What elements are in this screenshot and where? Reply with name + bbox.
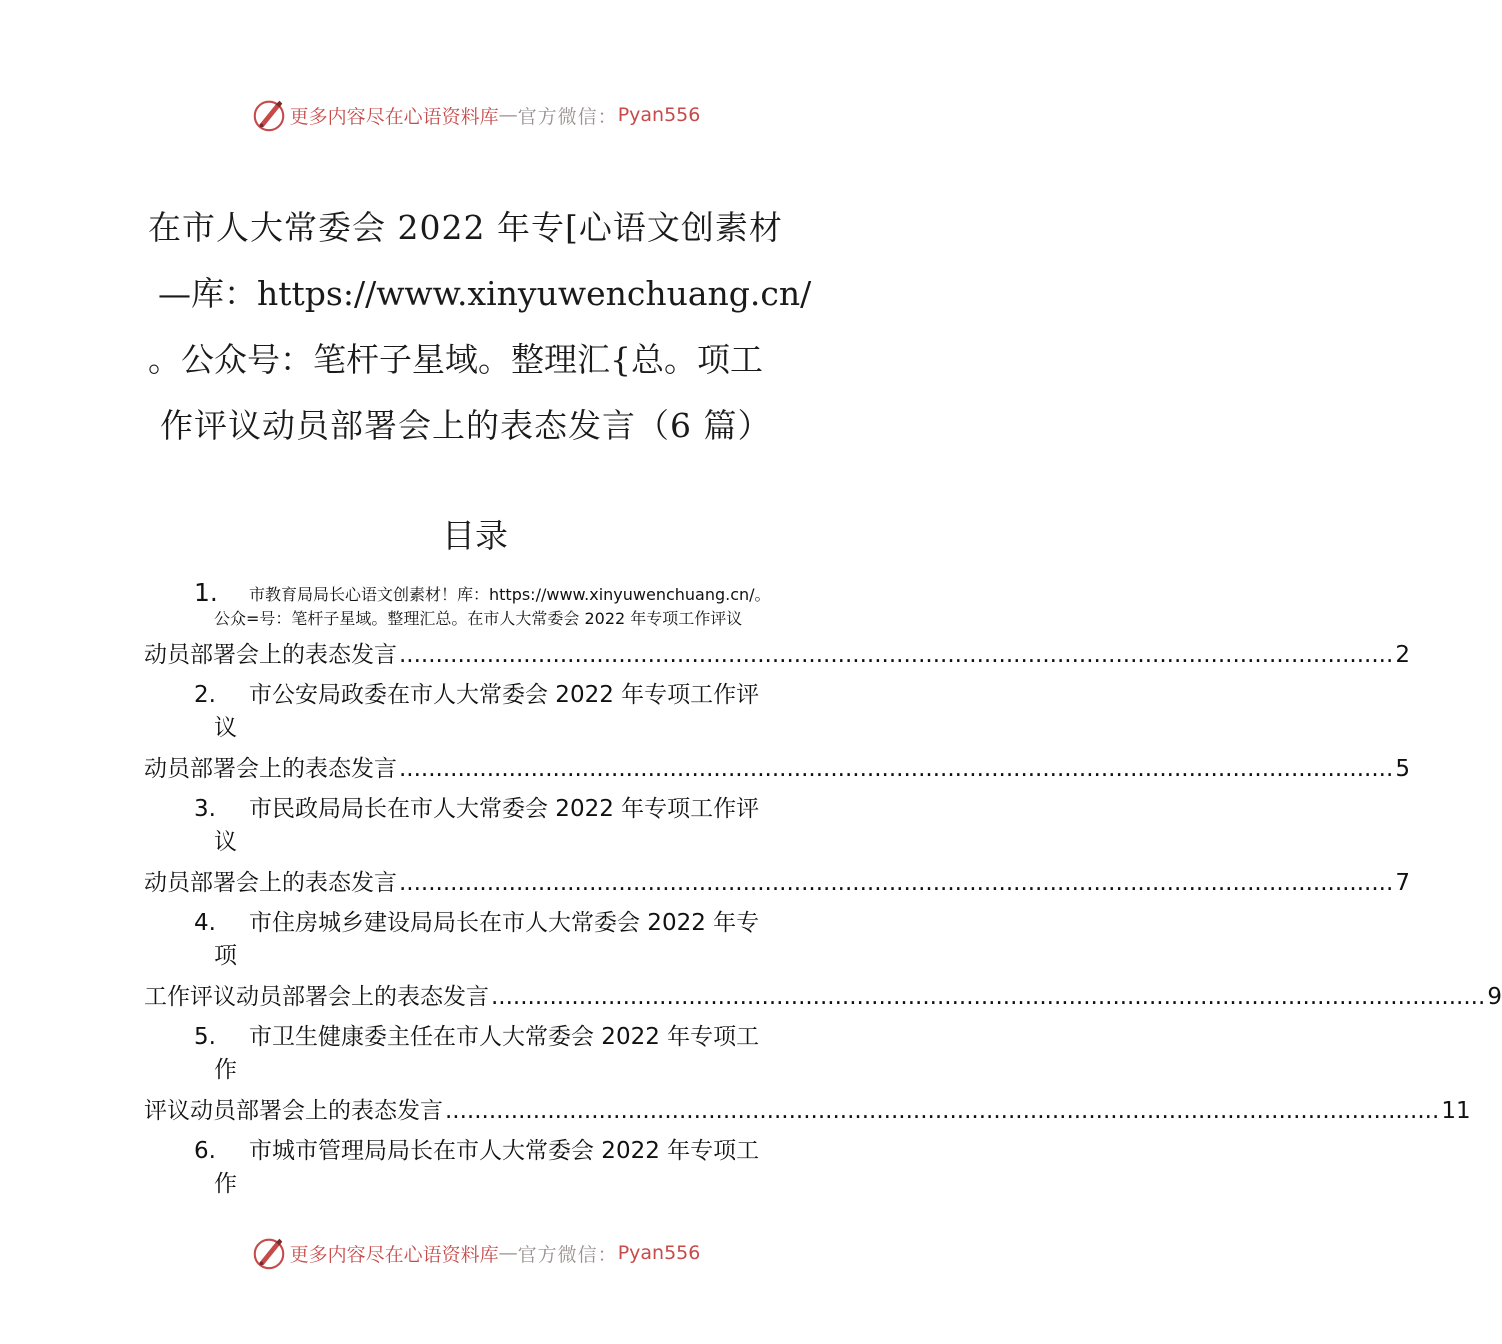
toc-page-number: 5: [1395, 756, 1410, 782]
title-line-1: 在市人大常委会 2022 年专[心语文创素材: [148, 208, 783, 247]
toc-entry-text-continued[interactable]: 议: [214, 715, 237, 741]
toc-entry-text-continued[interactable]: 作: [214, 1057, 237, 1083]
toc-page-number: 7: [1395, 870, 1410, 896]
toc-leader-dots: ........................................................................................................................................: [445, 1098, 1440, 1124]
toc-entry-leader-line[interactable]: [144, 980, 1502, 1012]
toc-entry-tail: 工作评议动员部署会上的表态发言: [144, 984, 489, 1010]
toc-entry-leader-line[interactable]: [144, 866, 1410, 898]
toc-entry-tail: 动员部署会上的表态发言: [144, 756, 397, 782]
banner-text-grey: 官方微信：: [517, 105, 618, 128]
toc-entry-text-continued[interactable]: 公众=号：笔杆子星域。整理汇总。在市人大常委会 2022 年专项工作评议: [214, 609, 743, 628]
toc-leader-dots: ........................................................................................................................................: [399, 642, 1394, 668]
toc-entry-number: 6.: [194, 1138, 216, 1164]
toc-page-number: 11: [1441, 1098, 1471, 1124]
banner-account: Pyan556: [617, 1242, 701, 1264]
toc-entry-text[interactable]: 市城市管理局局长在市人大常委会 2022 年专项工: [249, 1138, 760, 1164]
toc-entry-number: 2.: [194, 682, 216, 708]
pen-seal-icon: [250, 1234, 288, 1272]
title-line-2: —库：https://www.xinyuwenchuang.cn/: [158, 274, 812, 313]
banner-separator: —: [498, 104, 518, 126]
footer-banner: [0, 1233, 950, 1273]
toc-page-number: 2: [1395, 642, 1410, 668]
banner-text-red: 更多内容尽在心语资料库: [289, 1243, 499, 1266]
toc-entry-leader-line[interactable]: [144, 1094, 1471, 1126]
toc-entry-number: 4.: [194, 910, 216, 936]
toc-entry-text[interactable]: 市民政局局长在市人大常委会 2022 年专项工作评: [249, 796, 760, 822]
toc-entry-text[interactable]: 市公安局政委在市人大常委会 2022 年专项工作评: [249, 682, 760, 708]
toc-leader-dots: ........................................................................................................................................: [399, 870, 1394, 896]
toc-leader-dots: ........................................................................................................................................: [491, 984, 1486, 1010]
toc-entry-text-continued[interactable]: 作: [214, 1171, 237, 1197]
toc-entry-leader-line[interactable]: [144, 638, 1410, 670]
toc-entry-text[interactable]: 市住房城乡建设局局长在市人大常委会 2022 年专: [249, 910, 760, 936]
toc-entry-number: 3.: [194, 796, 216, 822]
toc-entry-number: 5.: [194, 1024, 216, 1050]
banner-separator: —: [498, 1242, 518, 1264]
toc-entry-tail: 动员部署会上的表态发言: [144, 870, 397, 896]
banner-account: Pyan556: [617, 104, 701, 126]
toc-heading: 目录: [442, 516, 508, 555]
toc-entry-text[interactable]: 市卫生健康委主任在市人大常委会 2022 年专项工: [249, 1024, 760, 1050]
toc-entry-text-continued[interactable]: 项: [214, 943, 237, 969]
toc-leader-dots: ........................................................................................................................................: [399, 756, 1394, 782]
toc-entry-leader-line[interactable]: [144, 752, 1410, 784]
title-line-4: 作评议动员部署会上的表态发言（6 篇）: [160, 406, 772, 445]
toc-entry-number: 1.: [194, 578, 218, 607]
toc-page-number: 9: [1487, 984, 1502, 1010]
toc-entry-text[interactable]: 市教育局局长心语文创素材！库：https://www.xinyuwenchuang.cn/。: [249, 585, 771, 604]
toc-entry-tail: 评议动员部署会上的表态发言: [144, 1098, 443, 1124]
title-line-3: 。公众号：笔杆子星域。整理汇{总。项工: [148, 340, 763, 379]
toc-entry-tail: 动员部署会上的表态发言: [144, 642, 397, 668]
banner-text-grey: 官方微信：: [517, 1243, 618, 1266]
banner-text-red: 更多内容尽在心语资料库: [289, 105, 499, 128]
toc-entry-text-continued[interactable]: 议: [214, 829, 237, 855]
